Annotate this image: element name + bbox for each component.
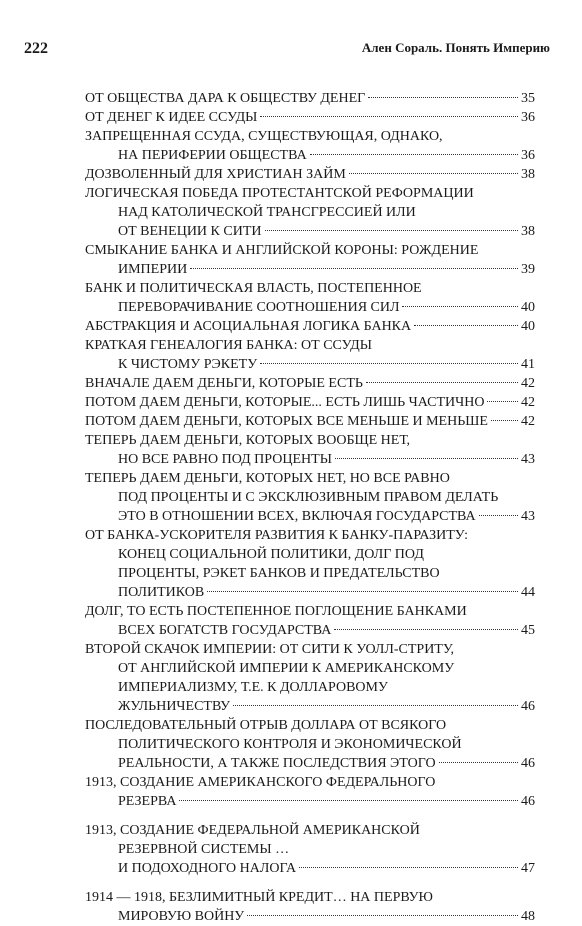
dot-leader xyxy=(439,762,518,763)
toc-entry-page: 36 xyxy=(521,110,535,125)
toc-entry xyxy=(85,412,535,431)
page-number: 222 xyxy=(24,40,48,57)
toc-entry-text: ОТ БАНКА-УСКОРИТЕЛЯ РАЗВИТИЯ К БАНКУ-ПАРАЗИТУ: xyxy=(85,528,469,543)
toc-entry-final-line xyxy=(85,317,535,336)
toc-entry xyxy=(85,640,535,716)
toc-entry-final-line xyxy=(85,792,535,811)
toc-entry-text: ПОТОМ ДАЕМ ДЕНЬГИ, КОТОРЫХ ВСЕ МЕНЬШЕ И МЕНЬШЕ xyxy=(85,414,488,429)
toc-entry-page: 40 xyxy=(521,300,535,315)
toc-entry-text: ВСЕХ БОГАТСТВ ГОСУДАРСТВА xyxy=(118,623,332,638)
toc-entry-text: ДОЗВОЛЕННЫЙ ДЛЯ ХРИСТИАН ЗАЙМ xyxy=(85,167,346,182)
toc-entry xyxy=(85,336,535,374)
toc-entry-text: МИРОВУЮ ВОЙНУ xyxy=(118,909,245,924)
running-title: Ален Сораль. Понять Империю xyxy=(361,40,550,55)
toc-entry xyxy=(85,108,535,127)
toc-entry-final-line xyxy=(85,260,535,279)
toc-entry-text: ПЕРЕВОРАЧИВАНИЕ СООТНОШЕНИЯ СИЛ xyxy=(118,300,400,315)
dot-leader xyxy=(233,705,518,706)
toc-entry-page: 43 xyxy=(521,452,535,467)
toc-entry xyxy=(85,165,535,184)
dot-leader xyxy=(310,154,518,155)
toc-entry-text: ЛОГИЧЕСКАЯ ПОБЕДА ПРОТЕСТАНТСКОЙ РЕФОРМАЦИИ xyxy=(85,186,474,201)
toc-entry-page: 48 xyxy=(521,909,535,924)
toc-entry-text: ОТ ОБЩЕСТВА ДАРА К ОБЩЕСТВУ ДЕНЕГ xyxy=(85,91,366,106)
toc-entry-text: НО ВСЕ РАВНО ПОД ПРОЦЕНТЫ xyxy=(118,452,332,467)
toc-entry-page: 42 xyxy=(521,395,535,410)
toc-entry xyxy=(85,89,535,108)
toc-entry-text: ПОД ПРОЦЕНТЫ И С ЭКСКЛЮЗИВНЫМ ПРАВОМ ДЕЛАТЬ xyxy=(118,490,499,505)
toc-entry-text: 1914 — 1918, БЕЗЛИМИТНЫЙ КРЕДИТ… НА ПЕРВУЮ xyxy=(85,890,433,905)
toc-entry-text: ЗАПРЕЩЕННАЯ ССУДА, СУЩЕСТВУЮЩАЯ, ОДНАКО, xyxy=(85,129,443,144)
toc-entry-text: СМЫКАНИЕ БАНКА И АНГЛИЙСКОЙ КОРОНЫ: РОЖДЕНИЕ xyxy=(85,243,479,258)
toc-entry-page: 46 xyxy=(521,756,535,771)
toc-entry-page: 38 xyxy=(521,167,535,182)
toc-entry-text: К ЧИСТОМУ РЭКЕТУ xyxy=(118,357,258,372)
toc-entry-text: 1913, СОЗДАНИЕ АМЕРИКАНСКОГО ФЕДЕРАЛЬНОГО xyxy=(85,775,436,790)
toc-entry-text: ПОЛИТИКОВ xyxy=(118,585,205,600)
toc-entry-page: 38 xyxy=(521,224,535,239)
toc-entry-text: ОТ ДЕНЕГ К ИДЕЕ ССУДЫ xyxy=(85,110,258,125)
toc-entry-text: ОТ ВЕНЕЦИИ К СИТИ xyxy=(118,224,262,239)
toc-entry-final-line xyxy=(85,412,535,431)
toc-entry-text: НАД КАТОЛИЧЕСКОЙ ТРАНСГРЕССИЕЙ ИЛИ xyxy=(118,205,416,220)
dot-leader xyxy=(366,382,518,383)
toc-entry-final-line xyxy=(85,108,535,127)
toc-entry-text: НА ПЕРИФЕРИИ ОБЩЕСТВА xyxy=(118,148,307,163)
toc-entry-text: КРАТКАЯ ГЕНЕАЛОГИЯ БАНКА: ОТ ССУДЫ xyxy=(85,338,372,353)
toc-entry xyxy=(85,888,535,926)
toc-entry-text: АБСТРАКЦИЯ И АСОЦИАЛЬНАЯ ЛОГИКА БАНКА xyxy=(85,319,412,334)
dot-leader xyxy=(487,401,518,402)
toc-entry-text: ПОТОМ ДАЕМ ДЕНЬГИ, КОТОРЫЕ... ЕСТЬ ЛИШЬ ЧАСТИЧНО xyxy=(85,395,485,410)
toc-entry-final-line xyxy=(85,754,535,773)
dot-leader xyxy=(334,629,518,630)
dot-leader xyxy=(260,363,518,364)
toc-entry-page: 46 xyxy=(521,794,535,809)
toc-entry-page: 47 xyxy=(521,861,535,876)
toc-entry-page: 45 xyxy=(521,623,535,638)
dot-leader xyxy=(260,116,518,117)
toc-entry-final-line xyxy=(85,165,535,184)
toc-entry-text: ПОЛИТИЧЕСКОГО КОНТРОЛЯ И ЭКОНОМИЧЕСКОЙ xyxy=(118,737,462,752)
toc-entry-text: ТЕПЕРЬ ДАЕМ ДЕНЬГИ, КОТОРЫХ ВООБЩЕ НЕТ, xyxy=(85,433,410,448)
toc-entry-text: БАНК И ПОЛИТИЧЕСКАЯ ВЛАСТЬ, ПОСТЕПЕННОЕ xyxy=(85,281,422,296)
toc-entry-text: ДОЛГ, ТО ЕСТЬ ПОСТЕПЕННОЕ ПОГЛОЩЕНИЕ БАНКАМИ xyxy=(85,604,467,619)
toc-entry-page: 44 xyxy=(521,585,535,600)
toc-entry xyxy=(85,279,535,317)
toc-entry-text: ВНАЧАЛЕ ДАЕМ ДЕНЬГИ, КОТОРЫЕ ЕСТЬ xyxy=(85,376,363,391)
toc-entry-text: ЖУЛЬНИЧЕСТВУ xyxy=(118,699,231,714)
toc-entry-page: 40 xyxy=(521,319,535,334)
dot-leader xyxy=(179,800,518,801)
toc-entry-text: ПРОЦЕНТЫ, РЭКЕТ БАНКОВ И ПРЕДАТЕЛЬСТВО xyxy=(118,566,440,581)
dot-leader xyxy=(491,420,518,421)
toc-entry xyxy=(85,716,535,773)
toc-entry xyxy=(85,469,535,526)
toc-entry-final-line xyxy=(85,374,535,393)
toc-entry-text: РЕАЛЬНОСТИ, А ТАКЖЕ ПОСЛЕДСТВИЯ ЭТОГО xyxy=(118,756,436,771)
toc-entry-final-line xyxy=(85,507,535,526)
toc-entry-text: КОНЕЦ СОЦИАЛЬНОЙ ПОЛИТИКИ, ДОЛГ ПОД xyxy=(118,547,424,562)
toc-entry-text: РЕЗЕРВА xyxy=(118,794,177,809)
toc-entry-text: ЭТО В ОТНОШЕНИИ ВСЕХ, ВКЛЮЧАЯ ГОСУДАРСТВА xyxy=(118,509,476,524)
toc-entry-final-line xyxy=(85,450,535,469)
toc-entry-final-line xyxy=(85,697,535,716)
toc-entry-text: И ПОДОХОДНОГО НАЛОГА xyxy=(118,861,297,876)
toc-entry-final-line xyxy=(85,222,535,241)
toc-entry xyxy=(85,602,535,640)
dot-leader xyxy=(414,325,518,326)
dot-leader xyxy=(335,458,518,459)
toc-entry xyxy=(85,127,535,165)
dot-leader xyxy=(299,867,518,868)
toc-entry-text: РЕЗЕРВНОЙ СИСТЕМЫ … xyxy=(118,842,290,857)
toc-entry-page: 43 xyxy=(521,509,535,524)
toc-entry xyxy=(85,241,535,279)
toc-entry xyxy=(85,374,535,393)
page-header xyxy=(24,40,550,60)
table-of-contents xyxy=(85,89,535,926)
toc-entry-final-line xyxy=(85,393,535,412)
toc-entry-final-line xyxy=(85,89,535,108)
dot-leader xyxy=(247,915,518,916)
toc-entry-final-line xyxy=(85,859,535,878)
toc-entry-text: ВТОРОЙ СКАЧОК ИМПЕРИИ: ОТ СИТИ К УОЛЛ-СТРИТУ, xyxy=(85,642,454,657)
toc-entry-text: ИМПЕРИАЛИЗМУ, Т.Е. К ДОЛЛАРОВОМУ xyxy=(118,680,388,695)
toc-entry xyxy=(85,526,535,602)
toc-entry xyxy=(85,393,535,412)
toc-entry-page: 42 xyxy=(521,414,535,429)
toc-entry-text: 1913, СОЗДАНИЕ ФЕДЕРАЛЬНОЙ АМЕРИКАНСКОЙ xyxy=(85,823,420,838)
toc-entry-text: ТЕПЕРЬ ДАЕМ ДЕНЬГИ, КОТОРЫХ НЕТ, НО ВСЕ РАВНО xyxy=(85,471,450,486)
toc-entry-text: ИМПЕРИИ xyxy=(118,262,188,277)
toc-entry-page: 36 xyxy=(521,148,535,163)
toc-entry-final-line xyxy=(85,146,535,165)
toc-entry-text: ПОСЛЕДОВАТЕЛЬНЫЙ ОТРЫВ ДОЛЛАРА ОТ ВСЯКОГО xyxy=(85,718,447,733)
dot-leader xyxy=(402,306,518,307)
dot-leader xyxy=(207,591,518,592)
toc-entry-page: 35 xyxy=(521,91,535,106)
toc-entry-page: 39 xyxy=(521,262,535,277)
dot-leader xyxy=(190,268,518,269)
dot-leader xyxy=(479,515,518,516)
toc-entry-final-line xyxy=(85,355,535,374)
toc-entry-page: 42 xyxy=(521,376,535,391)
toc-entry xyxy=(85,184,535,241)
toc-entry-final-line xyxy=(85,907,535,926)
dot-leader xyxy=(349,173,518,174)
dot-leader xyxy=(368,97,518,98)
toc-entry-final-line xyxy=(85,298,535,317)
toc-entry xyxy=(85,317,535,336)
toc-entry-page: 46 xyxy=(521,699,535,714)
toc-entry xyxy=(85,431,535,469)
toc-entry-page: 41 xyxy=(521,357,535,372)
toc-entry xyxy=(85,773,535,811)
toc-entry-final-line xyxy=(85,621,535,640)
dot-leader xyxy=(265,230,519,231)
toc-entry-final-line xyxy=(85,583,535,602)
toc-entry xyxy=(85,821,535,878)
toc-entry-text: ОТ АНГЛИЙСКОЙ ИМПЕРИИ К АМЕРИКАНСКОМУ xyxy=(118,661,455,676)
